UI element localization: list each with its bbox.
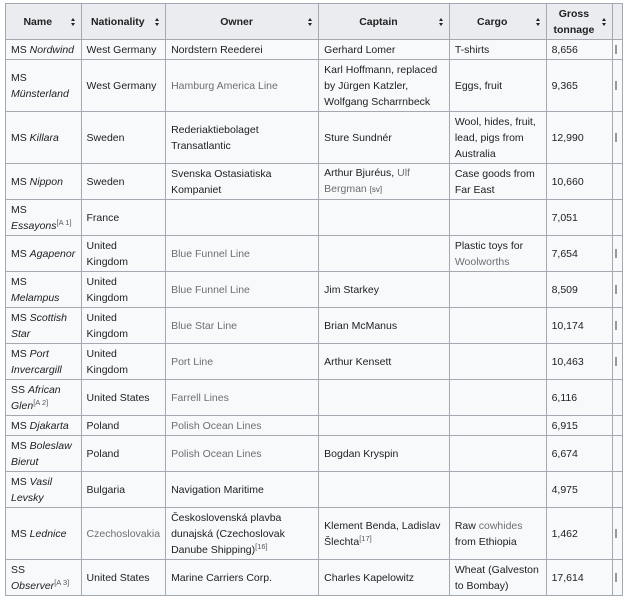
- ship-prefix: MS: [11, 203, 27, 216]
- ship-name-link[interactable]: Scottish Star: [11, 311, 68, 340]
- ship-prefix: MS: [11, 439, 27, 452]
- cell-cargo: [449, 380, 546, 416]
- table-row: [6, 112, 623, 164]
- cut-off-text: [615, 321, 617, 330]
- tonnage-value: 1,462: [551, 527, 578, 540]
- captain-text: Arthur Kensett: [324, 355, 392, 368]
- table-row: [6, 308, 623, 344]
- ship-prefix: MS: [11, 419, 27, 432]
- cut-off-text: [615, 81, 617, 90]
- cell-nationality: [81, 164, 166, 200]
- cell-owner: [166, 200, 319, 236]
- nationality-text: Sweden: [86, 131, 125, 144]
- cut-off-text: [615, 45, 617, 54]
- cell-cut-off: [613, 436, 623, 472]
- ship-prefix: MS: [11, 347, 27, 360]
- nationality-text: France: [86, 211, 120, 224]
- table-row: [6, 200, 623, 236]
- table-row: [6, 236, 623, 272]
- cell-cut-off: [613, 308, 623, 344]
- cell-owner: [166, 272, 319, 308]
- cell-owner: [166, 344, 319, 380]
- cell-nationality: [81, 308, 166, 344]
- ship-prefix: MS: [11, 43, 27, 56]
- cell-name: [6, 272, 82, 308]
- cargo-text: Eggs, fruit: [454, 79, 503, 92]
- tonnage-value: 6,915: [551, 419, 578, 432]
- cell-cut-off: [613, 164, 623, 200]
- cut-off-text: [615, 249, 617, 258]
- sort-icon[interactable]: [439, 18, 444, 26]
- owner-text[interactable]: Farrell Lines: [171, 391, 229, 404]
- cell-cargo: [449, 508, 546, 560]
- cell-captain: [319, 112, 450, 164]
- cell-gross-tonnage: [546, 416, 613, 436]
- cargo-text: Case goods from Far East: [454, 167, 535, 196]
- cell-cargo: [449, 164, 546, 200]
- cell-name: [6, 508, 82, 560]
- cell-name: [6, 200, 82, 236]
- cell-nationality: [81, 236, 166, 272]
- sort-icon[interactable]: [308, 18, 313, 26]
- cell-owner: [166, 416, 319, 436]
- cell-name: [6, 436, 82, 472]
- ship-name-link[interactable]: Nordwind: [29, 43, 75, 56]
- cell-captain: [319, 60, 450, 112]
- owner-text[interactable]: Polish Ocean Lines: [171, 419, 262, 432]
- cell-captain: [319, 380, 450, 416]
- cell-name: [6, 164, 82, 200]
- ship-prefix: MS: [11, 311, 27, 324]
- cell-nationality: [81, 200, 166, 236]
- cell-owner: [166, 508, 319, 560]
- cell-captain: [319, 436, 450, 472]
- cargo-link[interactable]: cowhides: [478, 519, 523, 532]
- cell-nationality: [81, 560, 166, 596]
- cell-gross-tonnage: [546, 236, 613, 272]
- cell-nationality: [81, 436, 166, 472]
- ship-name-link[interactable]: Essayons: [11, 219, 57, 232]
- captain-text: Brian McManus: [324, 319, 398, 332]
- cargo-link[interactable]: Woolworths: [454, 255, 510, 268]
- interlanguage-link[interactable]: [sv]: [369, 185, 383, 194]
- ship-name-link[interactable]: Lednice: [29, 527, 67, 540]
- cell-cut-off: [613, 472, 623, 508]
- column-header-gross-tonnage[interactable]: Gross tonnage: [546, 4, 613, 40]
- nationality-text: Poland: [86, 419, 120, 432]
- owner-text: Rederiaktiebolaget Transatlantic: [171, 123, 259, 152]
- cargo-text: Plastic toys for: [454, 239, 524, 252]
- cell-cut-off: [613, 344, 623, 380]
- ship-prefix: SS: [11, 383, 26, 396]
- tonnage-value: 7,654: [551, 247, 578, 260]
- ship-name-link[interactable]: Nippon: [29, 175, 63, 188]
- cell-name: [6, 560, 82, 596]
- captain-text: Arthur Bjuréus,: [324, 167, 398, 179]
- cell-name: [6, 236, 82, 272]
- tonnage-value: 17,614: [551, 571, 584, 584]
- cargo-text: Wheat (Galveston to Bombay): [454, 563, 539, 592]
- table-row: [6, 560, 623, 596]
- owner-text[interactable]: Port Line: [171, 355, 214, 368]
- cell-captain: [319, 40, 450, 60]
- ship-prefix: MS: [11, 131, 27, 144]
- cut-off-text: [615, 529, 617, 538]
- cell-gross-tonnage: [546, 380, 613, 416]
- cell-nationality: [81, 112, 166, 164]
- citation-ref[interactable]: [16]: [255, 541, 268, 551]
- ship-name-link[interactable]: Münsterland: [11, 87, 69, 100]
- cell-cargo: [449, 40, 546, 60]
- cell-cut-off: [613, 508, 623, 560]
- tonnage-value: 6,674: [551, 447, 578, 460]
- column-header-cargo[interactable]: Cargo: [449, 4, 546, 40]
- ship-name-link[interactable]: Vasil Levsky: [11, 475, 53, 504]
- cell-owner: [166, 308, 319, 344]
- cell-nationality: [81, 40, 166, 60]
- nationality-text: West Germany: [86, 43, 157, 56]
- footnote-ref[interactable]: [A 2]: [33, 397, 49, 407]
- owner-text[interactable]: Hamburg America Line: [171, 79, 278, 92]
- nationality-text: United States: [86, 571, 150, 584]
- tonnage-value: 4,975: [551, 483, 578, 496]
- cell-cut-off: [613, 60, 623, 112]
- cell-captain: [319, 236, 450, 272]
- cell-owner: [166, 112, 319, 164]
- cell-gross-tonnage: [546, 164, 613, 200]
- column-header-owner[interactable]: Owner: [166, 4, 319, 40]
- table-row: [6, 380, 623, 416]
- cell-gross-tonnage: [546, 200, 613, 236]
- cell-captain: [319, 272, 450, 308]
- nationality-text: United Kingdom: [86, 311, 128, 340]
- cell-gross-tonnage: [546, 560, 613, 596]
- cell-gross-tonnage: [546, 472, 613, 508]
- cut-off-text: [615, 133, 617, 142]
- cell-cargo: [449, 308, 546, 344]
- owner-text: Nordstern Reederei: [171, 43, 263, 56]
- tonnage-value: 7,051: [551, 211, 578, 224]
- cell-nationality: [81, 508, 166, 560]
- column-header-captain[interactable]: Captain: [319, 4, 450, 40]
- cargo-text: Raw: [454, 519, 479, 532]
- ship-name-link[interactable]: Observer: [11, 579, 55, 592]
- cell-nationality: [81, 60, 166, 112]
- captain-text: Klement Benda, Ladislav Šlechta: [324, 519, 441, 548]
- cell-cargo: [449, 60, 546, 112]
- footnote-ref[interactable]: [A 1]: [56, 217, 72, 227]
- cell-captain: [319, 200, 450, 236]
- ship-name-link[interactable]: Killara: [29, 131, 59, 144]
- footnote-ref[interactable]: [A 3]: [54, 577, 70, 587]
- captain-text: Charles Kapelowitz: [324, 571, 415, 584]
- cargo-text: T-shirts: [454, 43, 490, 56]
- nationality-text: West Germany: [86, 79, 157, 92]
- captain-text: Jim Starkey: [324, 283, 379, 296]
- cell-captain: [319, 164, 450, 200]
- table-row: [6, 40, 623, 60]
- cell-owner: [166, 472, 319, 508]
- cell-owner: [166, 560, 319, 596]
- cell-owner: [166, 236, 319, 272]
- cell-cut-off: [613, 560, 623, 596]
- table-header-row: [6, 4, 623, 40]
- captain-text: Karl Hoffmann, replaced by Jürgen Katzler, Wolfgang Scharrnbeck: [324, 63, 438, 108]
- captain-text: Sture Sundnér: [324, 131, 392, 144]
- cell-gross-tonnage: [546, 272, 613, 308]
- owner-text: Marine Carriers Corp.: [171, 571, 273, 584]
- column-header-name[interactable]: Name: [6, 4, 82, 40]
- cargo-text: Wool, hides, fruit, lead, pigs from Australia: [454, 115, 536, 160]
- owner-text: Svenska Ostasiatiska Kompaniet: [171, 167, 272, 196]
- owner-text[interactable]: Blue Funnel Line: [171, 247, 250, 260]
- cell-nationality: [81, 416, 166, 436]
- nationality-text: United Kingdom: [86, 347, 128, 376]
- cell-cut-off: [613, 272, 623, 308]
- tonnage-value: 8,509: [551, 283, 578, 296]
- cell-gross-tonnage: [546, 436, 613, 472]
- cell-cut-off: [613, 236, 623, 272]
- ship-name-link[interactable]: African Glen: [11, 383, 61, 412]
- cell-owner: [166, 380, 319, 416]
- cell-name: [6, 112, 82, 164]
- table-row: [6, 344, 623, 380]
- sort-icon[interactable]: [71, 18, 76, 26]
- sort-icon[interactable]: [155, 18, 160, 26]
- ship-name-link[interactable]: Port Invercargill: [11, 347, 62, 376]
- cell-nationality: [81, 472, 166, 508]
- ship-prefix: MS: [11, 247, 27, 260]
- cell-gross-tonnage: [546, 112, 613, 164]
- cell-cargo: [449, 416, 546, 436]
- cell-gross-tonnage: [546, 40, 613, 60]
- cell-cargo: [449, 236, 546, 272]
- cell-cargo: [449, 472, 546, 508]
- cell-captain: [319, 416, 450, 436]
- cut-off-text: [615, 357, 617, 366]
- nationality-text: Poland: [86, 447, 120, 460]
- cell-gross-tonnage: [546, 60, 613, 112]
- cell-name: [6, 380, 82, 416]
- cell-captain: [319, 508, 450, 560]
- cell-captain: [319, 344, 450, 380]
- cell-cargo: [449, 560, 546, 596]
- captain-text: Gerhard Lomer: [324, 43, 396, 56]
- ship-prefix: MS: [11, 71, 27, 84]
- table-row: [6, 436, 623, 472]
- tonnage-value: 10,174: [551, 319, 584, 332]
- tonnage-value: 10,660: [551, 175, 584, 188]
- cell-name: [6, 472, 82, 508]
- sort-icon[interactable]: [602, 18, 607, 26]
- cell-name: [6, 40, 82, 60]
- cut-off-text: [615, 285, 617, 294]
- cell-cargo: [449, 272, 546, 308]
- ship-name-link[interactable]: Agapenor: [29, 247, 76, 260]
- owner-text[interactable]: Blue Star Line: [171, 319, 238, 332]
- cell-name: [6, 308, 82, 344]
- ship-prefix: MS: [11, 475, 27, 488]
- owner-text[interactable]: Blue Funnel Line: [171, 283, 250, 296]
- nationality-text: Sweden: [86, 175, 125, 188]
- captain-text: Bogdan Kryspin: [324, 447, 399, 460]
- cell-cargo: [449, 112, 546, 164]
- ship-name-link[interactable]: Boleslaw Bierut: [11, 439, 72, 468]
- cell-gross-tonnage: [546, 344, 613, 380]
- cell-captain: [319, 308, 450, 344]
- cell-captain: [319, 472, 450, 508]
- cell-cut-off: [613, 40, 623, 60]
- captain-link[interactable]: Ulf Bergman: [324, 167, 410, 195]
- cell-cargo: [449, 436, 546, 472]
- owner-text[interactable]: Polish Ocean Lines: [171, 447, 262, 460]
- cell-cargo: [449, 200, 546, 236]
- cell-nationality: [81, 380, 166, 416]
- cell-name: [6, 416, 82, 436]
- cargo-text-after: from Ethiopia: [454, 535, 517, 548]
- ship-name-link[interactable]: Djakarta: [29, 419, 69, 432]
- cell-name: [6, 344, 82, 380]
- owner-text: Československá plavba dunajská (Czechoslovak Danube Shipping): [171, 511, 285, 556]
- sort-icon[interactable]: [536, 18, 541, 26]
- nationality-text: United Kingdom: [86, 239, 128, 268]
- cell-cargo: [449, 344, 546, 380]
- cell-name: [6, 60, 82, 112]
- tonnage-value: 12,990: [551, 131, 584, 144]
- table-row: [6, 164, 623, 200]
- cell-cut-off: [613, 200, 623, 236]
- owner-text: Navigation Maritime: [171, 483, 264, 496]
- cell-gross-tonnage: [546, 308, 613, 344]
- table-row: [6, 416, 623, 436]
- cut-off-text: [615, 573, 617, 582]
- nationality-text[interactable]: Czechoslovakia: [86, 527, 161, 540]
- nationality-text: United Kingdom: [86, 275, 128, 304]
- tonnage-value: 6,116: [551, 391, 578, 404]
- cell-nationality: [81, 272, 166, 308]
- cell-owner: [166, 40, 319, 60]
- table-row: [6, 60, 623, 112]
- cell-owner: [166, 60, 319, 112]
- cell-cut-off: [613, 416, 623, 436]
- cell-captain: [319, 560, 450, 596]
- ship-prefix: MS: [11, 527, 27, 540]
- cell-cut-off: [613, 112, 623, 164]
- table-row: [6, 272, 623, 308]
- column-header-nationality[interactable]: Nationality: [81, 4, 166, 40]
- table-row: [6, 508, 623, 560]
- ship-prefix: MS: [11, 275, 27, 288]
- cell-owner: [166, 164, 319, 200]
- ship-prefix: MS: [11, 175, 27, 188]
- ship-name-link[interactable]: Melampus: [11, 291, 60, 304]
- column-header-cut-off: [613, 4, 623, 40]
- cell-owner: [166, 436, 319, 472]
- cell-gross-tonnage: [546, 508, 613, 560]
- cell-cut-off: [613, 380, 623, 416]
- ships-table: [5, 3, 623, 596]
- nationality-text: Bulgaria: [86, 483, 126, 496]
- nationality-text: United States: [86, 391, 150, 404]
- tonnage-value: 8,656: [551, 43, 578, 56]
- tonnage-value: 10,463: [551, 355, 584, 368]
- table-row: [6, 472, 623, 508]
- tonnage-value: 9,365: [551, 79, 578, 92]
- ship-prefix: SS: [11, 563, 26, 576]
- citation-ref[interactable]: [17]: [359, 533, 372, 543]
- cell-nationality: [81, 344, 166, 380]
